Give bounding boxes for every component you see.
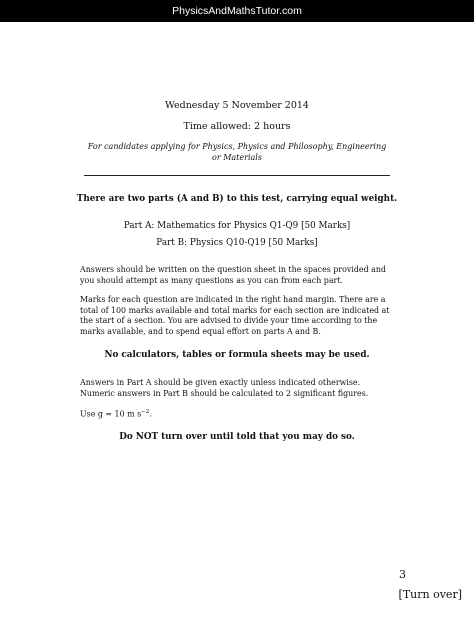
gravity-note: [80, 407, 394, 420]
exam-cover-page: [0, 22, 474, 632]
part-b-heading: Part B: Physics Q10-Q19 [50 Marks]: [156, 238, 318, 248]
part-a-heading: Part A: Mathematics for Physics Q1-Q9 [50 Marks]: [123, 221, 351, 231]
exactness-instructions: Answers in Part A should be given exactly unless indicated otherwise. Numeric answers in Part B should be calculated to 2 significant figures.: [80, 378, 369, 398]
do-not-turn-notice: Do NOT turn over until told that you may do so.: [119, 432, 355, 442]
gravity-note-end: .: [149, 409, 152, 419]
gravity-note-text: Use g = 10 m s: [80, 409, 142, 419]
site-name: PhysicsAndMathsTutor.com: [172, 5, 302, 17]
turn-over-label: [Turn over]: [398, 588, 462, 601]
marks-instructions: Marks for each question are indicated in the right hand margin. There are a total of 100 marks available and total marks for each section are indicated at the start of a section. You are advised to divide your time according to the marks available, and to spend equal effort on parts A and B.: [80, 295, 390, 336]
no-calculators-notice: No calculators, tables or formula sheets may be used.: [104, 350, 370, 360]
horizontal-rule: [84, 175, 390, 176]
candidates-note: For candidates applying for Physics, Physics and Philosophy, Engineering or Materials: [87, 142, 387, 162]
parts-intro: There are two parts (A and B) to this test, carrying equal weight.: [76, 194, 398, 204]
site-header-bar: [0, 0, 474, 22]
answers-instructions: Answers should be written on the question sheet in the spaces provided and you should attempt as many questions as you can from each part.: [80, 265, 386, 285]
exam-date: Wednesday 5 November 2014: [165, 100, 309, 111]
gravity-note-exponent: −2: [141, 409, 150, 415]
page-number: 3: [399, 568, 406, 581]
time-allowed: Time allowed: 2 hours: [183, 121, 291, 132]
